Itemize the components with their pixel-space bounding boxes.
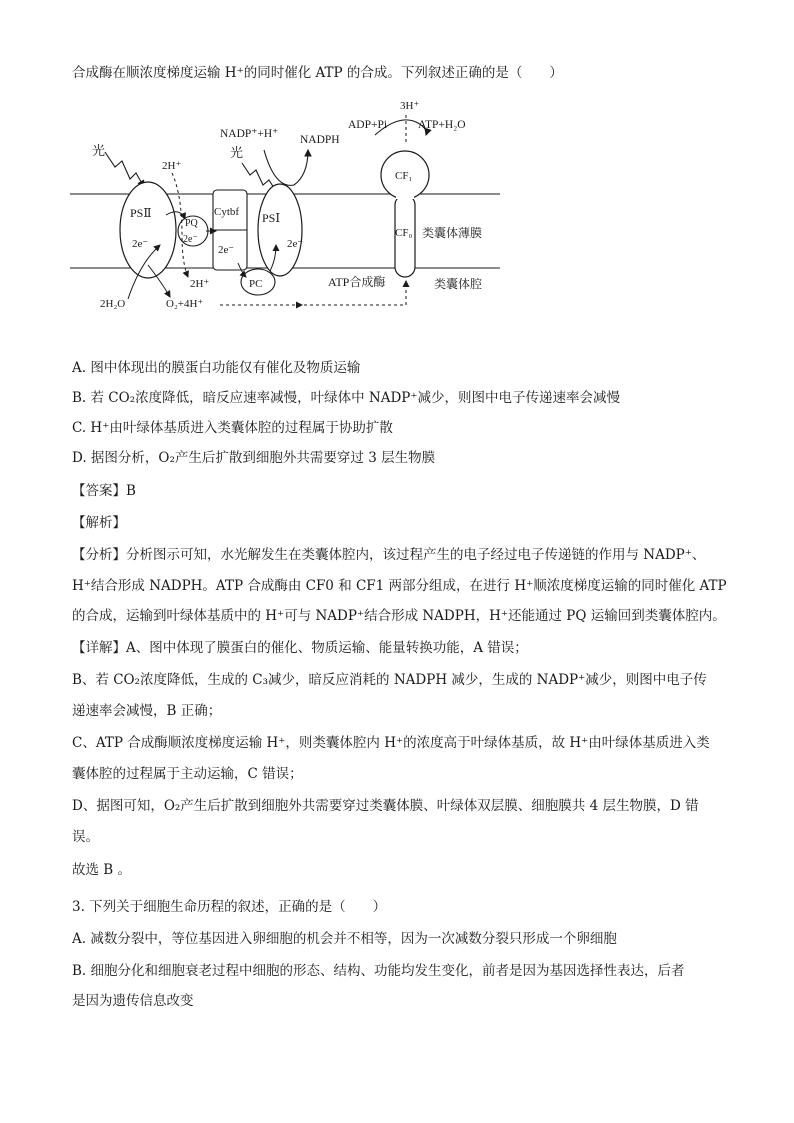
question-3-option-b-cont: 是因为遗传信息改变 (72, 993, 194, 1009)
pq-label: PQ (185, 218, 198, 229)
atp-synthase-label: ATP合成酶 (328, 275, 386, 289)
h3-label: 3H⁺ (400, 100, 420, 112)
photosynthesis-diagram (70, 95, 510, 320)
atp-label: ATP+H₂O (418, 119, 466, 131)
cytbf-label: Cytbf (214, 206, 240, 218)
ps1-electron: 2e⁻ (287, 238, 304, 250)
option-d: D. 据图分析，O₂产生后扩散到细胞外共需要穿过 3 层生物膜 (72, 450, 436, 466)
question-3-stem: 3. 下列关于细胞生命历程的叙述，正确的是（ ） (72, 899, 387, 915)
option-c: C. H⁺由叶绿体基质进入类囊体腔的过程属于协助扩散 (72, 420, 393, 436)
analysis-line: 误。 (72, 829, 99, 845)
option-a: A. 图中体现出的膜蛋白功能仅有催化及物质运输 (72, 360, 361, 376)
ps2-complex (120, 182, 176, 278)
question-intro: 合成酶在顺浓度梯度运输 H⁺的同时催化 ATP 的合成。下列叙述正确的是（ ） (72, 65, 563, 81)
light-label-2: 光 (230, 145, 244, 160)
analysis-line: 【详解】A、图中体现了膜蛋白的催化、物质运输、能量转换功能，A 错误； (72, 640, 528, 656)
analysis-line: C、ATP 合成酶顺浓度梯度运输 H⁺，则类囊体腔内 H⁺的浓度高于叶绿体基质，故 H⁺由叶绿体基质进入类 (72, 735, 710, 751)
answer: 【答案】B (72, 483, 136, 499)
pc-label: PC (249, 278, 263, 290)
cf1-label: CF₁ (395, 170, 413, 182)
analysis-heading: 【解析】 (72, 515, 126, 531)
analysis-line: 故选 B 。 (72, 862, 132, 878)
ps2-electron: 2e⁻ (132, 238, 149, 250)
analysis-line: H⁺结合形成 NADPH。ATP 合成酶由 CF0 和 CF1 两部分组成，在进行 H⁺顺浓度梯度运输的同时催化 ATP (72, 578, 727, 594)
analysis-line: 的合成，运输到叶绿体基质中的 H⁺可与 NADP⁺结合形成 NADPH，H⁺还能通过 PQ 运输回到类囊体腔内。 (72, 608, 726, 624)
analysis-line: 递速率会减慢，B 正确； (72, 703, 222, 719)
question-3-option-a: A. 减数分裂中，等位基因进入卵细胞的机会并不相等，因为一次减数分裂只形成一个卵细胞 (72, 931, 617, 947)
ps1-complex (258, 184, 302, 276)
nadp-label: NADP⁺+H⁺ (220, 128, 279, 140)
analysis-line: 【分析】分析图示可知，水光解发生在类囊体腔内，该过程产生的电子经过电子传递链的作用与 NADP⁺、 (72, 547, 706, 563)
oxygen-label: O₂+4H⁺ (166, 298, 204, 310)
question-3-option-b: B. 细胞分化和细胞衰老过程中细胞的形态、结构、功能均发生变化，前者是因为基因选择性表达，后者 (72, 963, 685, 979)
cytbf-electron: 2e⁻ (218, 244, 235, 256)
pq-electron: 2e⁻ (183, 234, 198, 245)
h2-bottom-label: 2H⁺ (190, 278, 210, 290)
ps2-label: PSⅡ (130, 206, 152, 220)
adp-label: ADP+Pi (348, 119, 388, 131)
thylakoid-membrane-label: 类囊体薄膜 (422, 226, 483, 240)
thylakoid-lumen-label: 类囊体腔 (434, 277, 483, 291)
light-arrow-1 (105, 152, 144, 187)
h2-top-label: 2H⁺ (162, 160, 182, 172)
option-b: B. 若 CO₂浓度降低，暗反应速率减慢，叶绿体中 NADP⁺减少，则图中电子传递速率会减慢 (72, 390, 620, 406)
analysis-line: 囊体腔的过程属于主动运输，C 错误； (72, 766, 303, 782)
nadph-arrow (264, 150, 308, 185)
nadph-label: NADPH (300, 134, 340, 146)
water-label: 2H₂O (100, 298, 126, 310)
analysis-line: B、若 CO₂浓度降低，生成的 C₃减少，暗反应消耗的 NADPH 减少，生成的 NADP⁺减少，则图中电子传 (72, 672, 707, 688)
ps1-label: PSⅠ (262, 211, 281, 225)
cf0-label: CF₀ (395, 227, 413, 239)
analysis-line: D、据图可知，O₂产生后扩散到细胞外共需要穿过类囊体膜、叶绿体双层膜、细胞膜共 4 层生物膜，D 错 (72, 798, 699, 814)
light-label-1: 光 (92, 143, 106, 158)
